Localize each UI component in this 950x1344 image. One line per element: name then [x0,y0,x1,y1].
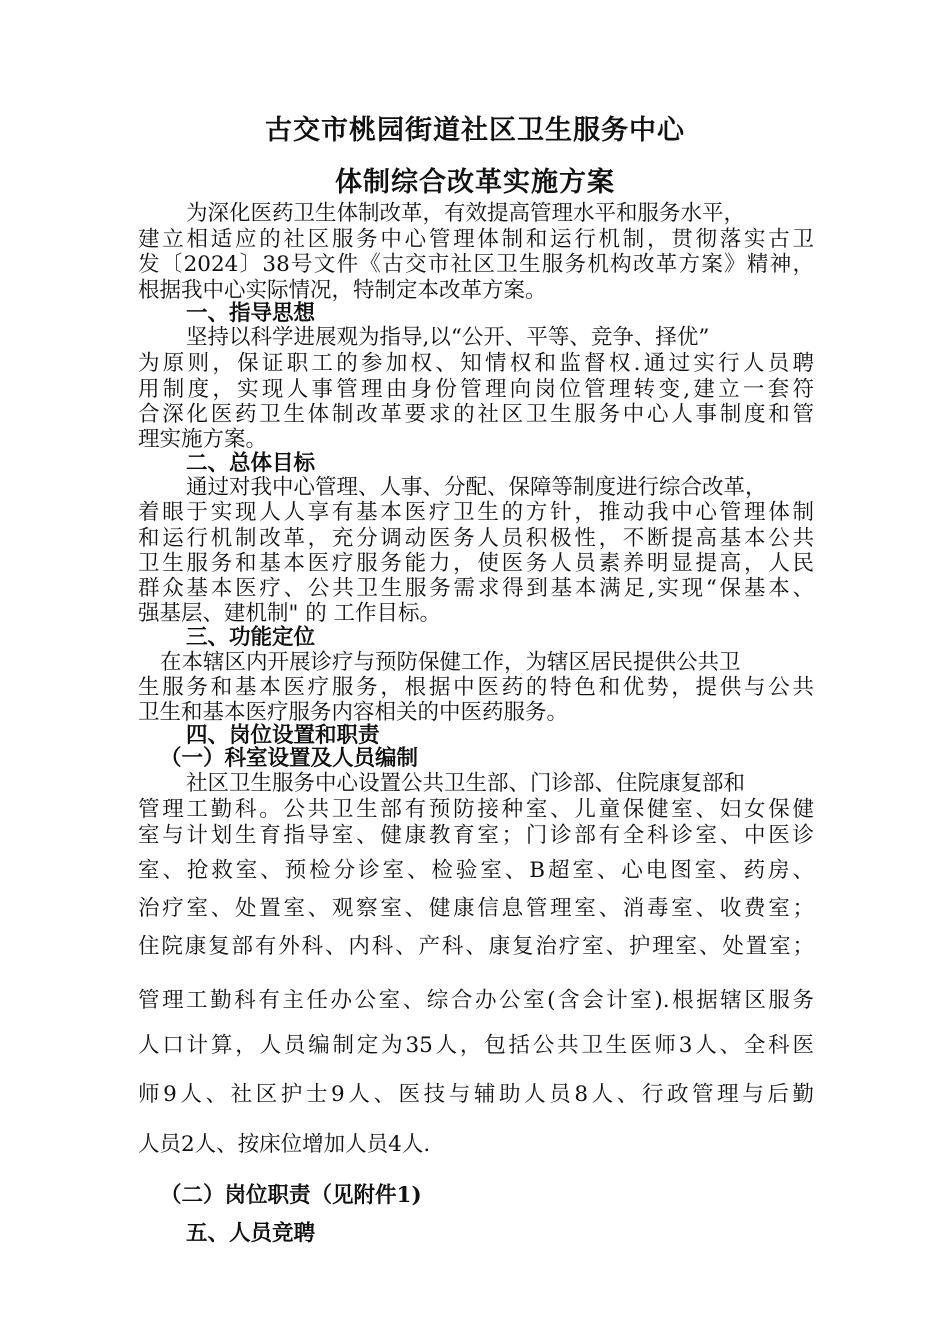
doc-title-line1: 古交市桃园街道社区卫生服务中心 [265,115,685,146]
body-line: 人口计算，人员编制定为35人，包括公共卫生医师3人、全科医 [138,1033,814,1058]
body-line: 发〔2024〕38号文件《古交市社区卫生服务机构改革方案》精神， [138,252,814,277]
body-line: 在本辖区内开展诊疗与预防保健工作，为辖区居民提供公共卫 [160,650,741,675]
body-line: 理实施方案。 [138,427,268,452]
body-line: 根据我中心实际情况，特制定本改革方案。 [138,278,547,303]
body-line: 生服务和基本医疗服务，根据中医药的特色和优势，提供与公共 [138,675,814,700]
body-line: 社区卫生服务中心设置公共卫生部、门诊部、住院康复部和 [186,771,746,796]
body-line: 室与计划生育指导室、健康教育室；门诊部有全科诊室、中医诊 [138,823,814,848]
body-line: 坚持以科学进展观为指导,以“公开、平等、竞争、择优” [186,325,710,350]
subsection-heading: （二）岗位职责（见附件1) [160,1183,422,1208]
section-heading: 二、总体目标 [186,451,316,476]
body-line: 着眼于实现人人享有基本医疗卫生的方针，推动我中心管理体制 [138,500,814,525]
section-heading: 三、功能定位 [186,625,316,650]
body-line: 和运行机制改革，充分调动医务人员积极性，不断提高基本公共 [138,526,814,551]
body-line: 强基层、建机制" 的 工作目标。 [138,601,442,626]
body-line: 住院康复部有外科、内科、产科、康复治疗室、护理室、处置室； [138,934,814,959]
body-line: 室、抢救室、预检分诊室、检验室、B超室、心电图室、药房、 [138,858,814,883]
body-line: 通过对我中心管理、人事、分配、保障等制度进行综合改革， [186,475,767,500]
body-line: 合深化医药卫生体制改革要求的社区卫生服务中心人事制度和管 [138,402,814,427]
body-line: 师9人、社区护士9人、医技与辅助人员8人、行政管理与后勤 [138,1082,814,1107]
body-line: 为深化医药卫生体制改革，有效提高管理水平和服务水平， [186,201,746,226]
section-heading: 五、人员竞聘 [186,1221,316,1246]
body-line: 用制度，实现人事管理由身份管理向岗位管理转变,建立一套符 [138,377,814,402]
doc-title-line2: 体制综合改革实施方案 [335,167,615,198]
body-line: 人员2人、按床位增加人员4人. [138,1132,431,1157]
body-line: 卫生服务和基本医疗服务能力，使医务人员素养明显提高，人民 [138,551,814,576]
section-heading: 四、岗位设置和职责 [186,723,380,748]
body-line: 群众基本医疗、公共卫生服务需求得到基本满足,实现“保基本、 [138,576,814,601]
subsection-heading: （一）科室设置及人员编制 [160,746,419,771]
body-line: 建立相适应的社区服务中心管理体制和运行机制，贯彻落实古卫 [138,227,814,252]
body-line: 卫生和基本医疗服务内容相关的中医药服务。 [138,700,569,725]
body-line: 为原则，保证职工的参加权、知情权和监督权.通过实行人员聘 [138,351,814,376]
body-line: 管理工勤科。公共卫生部有预防接种室、儿童保健室、妇女保健 [138,797,814,822]
body-line: 治疗室、处置室、观察室、健康信息管理室、消毒室、收费室； [138,896,814,921]
section-heading: 一、指导思想 [186,301,316,326]
body-line: 管理工勤科有主任办公室、综合办公室(含会计室).根据辖区服务 [138,988,814,1013]
